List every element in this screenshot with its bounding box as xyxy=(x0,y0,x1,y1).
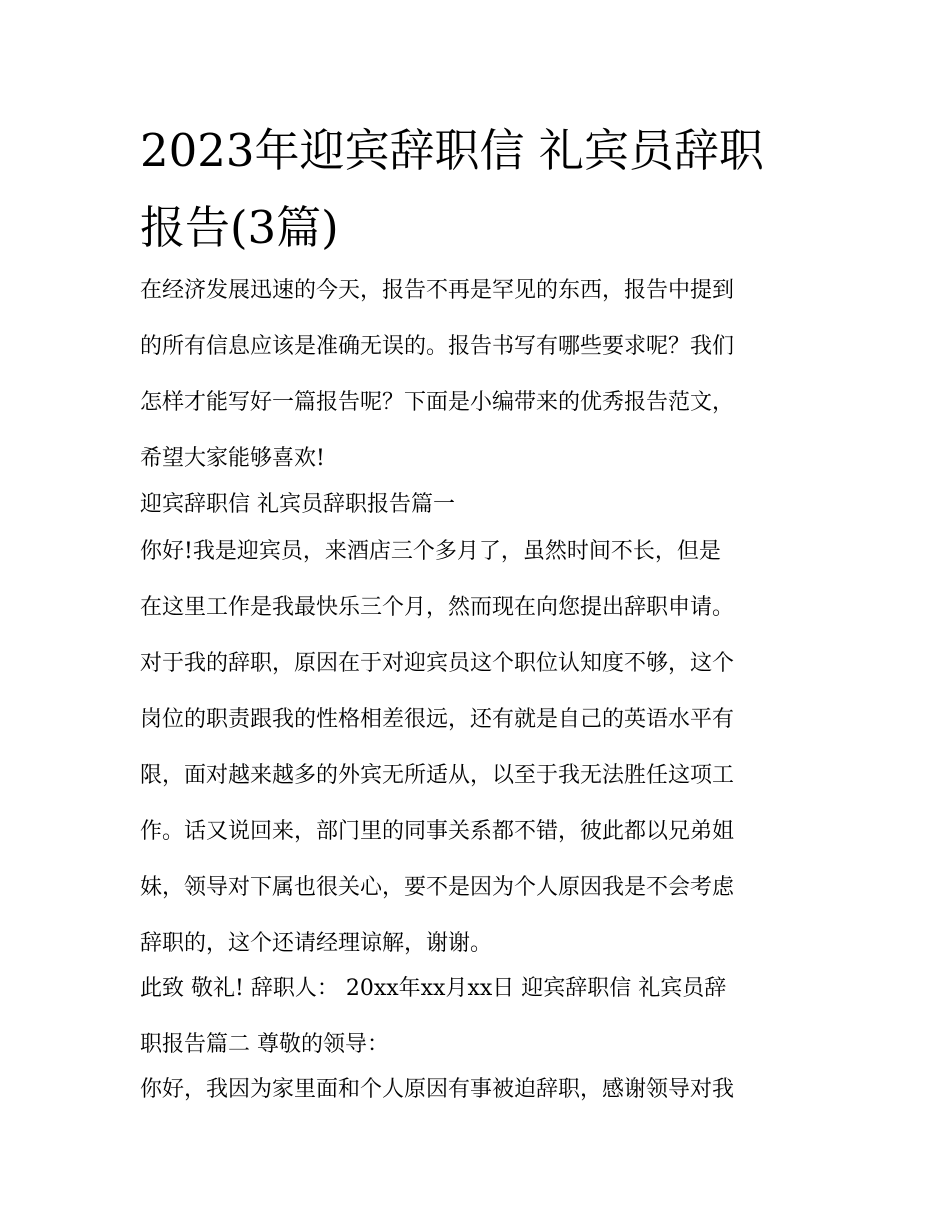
section-heading-1: 迎宾辞职信 礼宾员辞职报告篇一 xyxy=(140,492,455,517)
body-line-2: 的所有信息应该是准确无误的。报告书写有哪些要求呢？我们 xyxy=(140,334,735,359)
body-line-4: 希望大家能够喜欢! xyxy=(140,446,325,471)
document-page xyxy=(140,112,812,1106)
body-line-3: 怎样才能写好一篇报告呢？下面是小编带来的优秀报告范文， xyxy=(140,390,735,415)
body-line-11: 妹，领导对下属也很关心，要不是因为个人原因我是不会考虑 xyxy=(140,875,735,900)
body-line-10: 作。话又说回来，部门里的同事关系都不错，彼此都以兄弟姐 xyxy=(140,819,735,844)
body-line-12: 辞职的，这个还请经理谅解，谢谢。 xyxy=(140,931,493,956)
body-line-5: 你好!我是迎宾员，来酒店三个多月了，虽然时间不长，但是 xyxy=(140,539,721,564)
body-line-14: 职报告篇二 尊敬的领导： xyxy=(140,1032,389,1057)
body-line-13: 此致 敬礼! 辞职人： 20xx年xx月xx日 迎宾辞职信 礼宾员辞 xyxy=(140,976,727,1001)
body-line-6: 在这里工作是我最快乐三个月，然而现在向您提出辞职申请。 xyxy=(140,595,735,620)
body-line-7: 对于我的辞职，原因在于对迎宾员这个职位认知度不够，这个 xyxy=(140,651,735,676)
document-title: 2023年迎宾辞职信 礼宾员辞职报告(3篇) xyxy=(140,124,764,254)
body-line-9: 限，面对越来越多的外宾无所适从，以至于我无法胜任这项工 xyxy=(140,763,735,788)
body-line-15: 你好，我因为家里面和个人原因有事被迫辞职，感谢领导对我 xyxy=(140,1077,735,1102)
body-line-1: 在经济发展迅速的今天，报告不再是罕见的东西，报告中提到 xyxy=(140,278,735,303)
body-line-8: 岗位的职责跟我的性格相差很远，还有就是自己的英语水平有 xyxy=(140,707,735,732)
